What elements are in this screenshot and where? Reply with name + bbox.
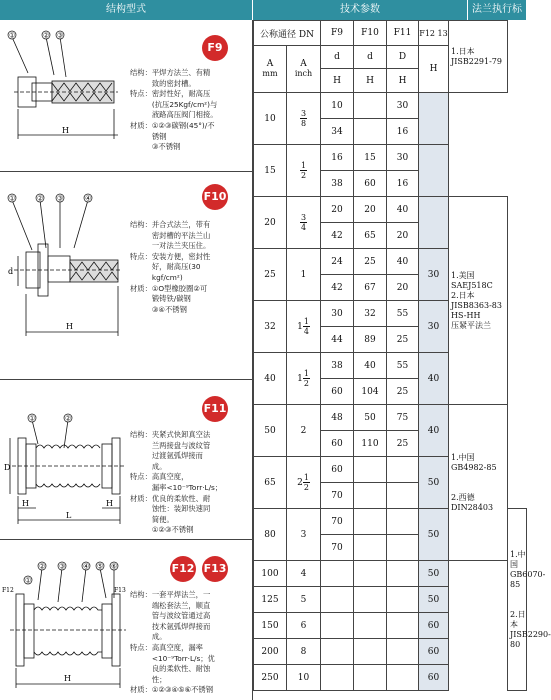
panel-f11 <box>0 380 253 540</box>
f9-dim-h: H <box>62 126 69 135</box>
table-row <box>254 587 527 613</box>
f12-h-cell <box>419 145 449 197</box>
f12-f13-drawing <box>2 542 132 697</box>
dn-mm-cell: 125 <box>254 587 287 613</box>
f10-callout-1: ① <box>9 194 16 203</box>
f9-empty-cell <box>321 639 354 665</box>
f11-D-cell: 40 <box>387 197 419 223</box>
f12-h-cell <box>419 93 449 145</box>
f11-D-cell <box>387 457 419 483</box>
f9-h-cell: 34 <box>321 119 354 145</box>
f10-h-cell: 60 <box>354 171 387 197</box>
f11-h-cell: 16 <box>387 171 419 197</box>
table-row <box>254 93 527 119</box>
fraction-numerator: 1 <box>303 317 309 326</box>
badge-f12: F12 <box>170 556 196 582</box>
inch-whole: 1 <box>297 322 303 332</box>
f11-empty-cell <box>387 665 419 691</box>
inch-whole: 1 <box>297 374 303 384</box>
dn-mm-cell: 15 <box>254 145 287 197</box>
dn-inch-cell <box>287 353 321 405</box>
dn-inch-cell <box>287 249 321 301</box>
standard-2: 1.美国 SAEJ518C 2.日本 JISB8363-83 HS-HH 压紧平法兰 <box>449 197 508 405</box>
f11-dim-h2: H <box>106 499 113 508</box>
f10-empty-cell <box>354 561 387 587</box>
f11-D-header: D <box>387 46 419 69</box>
dn-inch-cell <box>287 197 321 249</box>
f11-empty-cell <box>387 613 419 639</box>
desc-f11: 结构：夹紧式快卸真空法 兰两接盘与波纹管 过渡氩弧焊接而 成。 特点：高真空度， 漏率<10⁻⁹Torr·L/s； 材质：优良的柔软性、耐 蚀性：装卸快速同 简便。 ①②③不锈钢 <box>130 430 223 535</box>
f12-h-cell: 60 <box>419 639 449 665</box>
f10-d-cell: 25 <box>354 249 387 275</box>
f9-empty-cell <box>321 587 354 613</box>
fraction-denominator: 8 <box>300 119 307 128</box>
f12-callout-6: ⑥ <box>111 562 118 571</box>
f9-d-cell: 30 <box>321 301 354 327</box>
f10-d-header: d <box>354 46 387 69</box>
f11-h-cell: 25 <box>387 327 419 353</box>
table-row <box>254 405 527 431</box>
dn-inch-cell <box>287 509 321 561</box>
standard-4: 1.中国 GB6070-85 2.日本 JISB2290-80 <box>508 509 527 691</box>
f9-header: F9 <box>321 21 354 46</box>
inch-whole: 2 <box>300 425 307 436</box>
f9-h-cell: 44 <box>321 327 354 353</box>
f9-d-cell: 20 <box>321 197 354 223</box>
a-inch-label: A <box>300 59 307 69</box>
dn-inch-cell: 5 <box>287 587 321 613</box>
f10-h-header: H <box>354 69 387 93</box>
table-row <box>254 639 527 665</box>
f10-d-cell <box>354 93 387 119</box>
f10-d-cell: 40 <box>354 353 387 379</box>
dn-inch-cell: 6 <box>287 613 321 639</box>
f11-dim-l: L <box>66 511 72 520</box>
dn-mm-cell: 250 <box>254 665 287 691</box>
f10-d-cell: 50 <box>354 405 387 431</box>
dn-mm-cell: 100 <box>254 561 287 587</box>
header-standard: 法兰执行标 <box>468 0 527 20</box>
f12-callout-1: ① <box>25 576 32 585</box>
table-row <box>254 145 527 171</box>
f11-h-header: H <box>387 69 419 93</box>
f10-dim-d: d <box>8 267 14 276</box>
f10-callout-2: ② <box>37 194 44 203</box>
f9-empty-cell <box>321 665 354 691</box>
f9-d-cell: 16 <box>321 145 354 171</box>
f10-empty-cell <box>354 587 387 613</box>
dn-mm-cell: 80 <box>254 509 287 561</box>
f11-dim-d: D <box>4 463 11 472</box>
f11-drawing <box>2 384 130 534</box>
f12-h-cell: 40 <box>419 353 449 405</box>
dn-inch-cell: 4 <box>287 561 321 587</box>
f12-callout-3: ③ <box>59 562 66 571</box>
f10-h-cell: 67 <box>354 275 387 301</box>
f11-h-cell <box>387 483 419 509</box>
dn-inch-cell: 10 <box>287 665 321 691</box>
inch-unit: inch <box>294 69 313 78</box>
f11-callout-1: ① <box>29 414 36 423</box>
f9-h-cell: 60 <box>321 431 354 457</box>
f9-callout-2: ② <box>43 31 50 40</box>
f12-dim-h: H <box>64 674 71 683</box>
inch-fraction <box>303 317 310 336</box>
desc-f9: 结构：平焊方法兰、有精 致的密封槽。 特点：密封性好，耐高压 (抗压25Kgf/cm²)与 液路高压阀门相接。 材质：①②③碳钢(45°)/不 锈钢 ③不锈钢 <box>130 68 218 152</box>
inch-fraction <box>300 213 307 232</box>
inch-whole: 1 <box>300 269 307 280</box>
header-params: 技术参数 <box>253 0 468 20</box>
f12-h-cell: 50 <box>419 587 449 613</box>
fraction-denominator: 4 <box>303 327 309 336</box>
dn-inch-cell <box>287 93 321 145</box>
f9-d-cell: 24 <box>321 249 354 275</box>
f9-callout-3: ③ <box>57 31 64 40</box>
dn-inch-cell: 8 <box>287 639 321 665</box>
badge-f11: F11 <box>202 396 228 422</box>
header-structure: 结构型式 <box>0 0 253 20</box>
badge-f13: F13 <box>202 556 228 582</box>
tech-params-table <box>253 20 551 691</box>
fraction-denominator: 2 <box>300 171 307 180</box>
panel-f9 <box>0 20 253 172</box>
a-inch-header <box>287 46 321 93</box>
f10-header: F10 <box>354 21 387 46</box>
f9-h-cell: 60 <box>321 379 354 405</box>
f12-h-cell: 30 <box>419 301 449 353</box>
f10-callout-3: ③ <box>57 194 64 203</box>
f9-callout-1: ① <box>9 31 16 40</box>
f12-h-cell: 30 <box>419 249 449 301</box>
f9-empty-cell <box>321 613 354 639</box>
f10-d-cell <box>354 509 387 535</box>
inch-whole: 3 <box>300 529 307 540</box>
f9-h-cell: 38 <box>321 171 354 197</box>
inch-fraction <box>300 161 307 180</box>
f9-h-cell: 70 <box>321 483 354 509</box>
inch-whole: 2 <box>297 478 303 488</box>
f10-empty-cell <box>354 639 387 665</box>
fraction-numerator: 3 <box>300 213 307 222</box>
f9-h-cell: 42 <box>321 223 354 249</box>
f11-callout-2: ② <box>65 414 72 423</box>
f12-h-cell <box>419 197 449 249</box>
f11-h-cell: 20 <box>387 223 419 249</box>
panel-f10 <box>0 172 253 380</box>
dn-mm-cell: 25 <box>254 249 287 301</box>
f11-D-cell: 55 <box>387 301 419 327</box>
f10-d-cell <box>354 457 387 483</box>
f10-h-cell <box>354 483 387 509</box>
dn-mm-cell: 20 <box>254 197 287 249</box>
a-mm-label: A <box>266 59 274 69</box>
f9-drawing <box>2 25 122 165</box>
desc-f10: 结构：并合式法兰，带有 密封槽的平法兰山 一对法兰夹压住。 特点：安装方便，密封性 好，耐高压(30 kgf/cm²) 材质：①O型橡胶圈②可 锻铸铁/碳钢 ③④不锈钢 <box>130 220 211 314</box>
f9-h-header: H <box>321 69 354 93</box>
f12-callout-4: ④ <box>83 562 90 571</box>
inch-fraction <box>300 109 307 128</box>
f11-h-cell: 25 <box>387 379 419 405</box>
standard-3: 1.中国 GB4982-85 2.西德 DIN28403 <box>449 405 508 561</box>
inch-fraction <box>303 473 310 492</box>
f12-h-cell: 50 <box>419 457 449 509</box>
f12-callout-2: ② <box>39 562 46 571</box>
dn-mm-cell: 150 <box>254 613 287 639</box>
dn-mm-cell: 10 <box>254 93 287 145</box>
f9-d-cell: 60 <box>321 457 354 483</box>
f11-D-cell: 30 <box>387 145 419 171</box>
dn-header: 公称通径 DN <box>254 21 321 46</box>
f10-d-cell: 15 <box>354 145 387 171</box>
fraction-denominator: 4 <box>300 223 307 232</box>
desc-f12-f13: 结构：一套平焊法兰，一 端松套法兰，顺直 管与波纹管通过高 技术氩弧焊焊接而 成。 特点：高真空度，漏率 <10⁻⁹Torr·L/s；优 良的柔软性、耐蚀 性； 材质：①②③④⑤⑥不锈钢 <box>130 590 215 695</box>
f10-d-cell: 20 <box>354 197 387 223</box>
mm-unit: mm <box>262 69 278 78</box>
f10-h-cell: 89 <box>354 327 387 353</box>
f10-dim-h: H <box>66 322 73 331</box>
fraction-numerator: 1 <box>303 369 309 378</box>
f12-h-cell: 50 <box>419 561 449 587</box>
f9-h-cell: 70 <box>321 535 354 561</box>
f10-h-cell <box>354 535 387 561</box>
f11-h-cell: 16 <box>387 119 419 145</box>
f11-D-cell: 30 <box>387 93 419 119</box>
f11-h-cell: 20 <box>387 275 419 301</box>
f11-D-cell: 55 <box>387 353 419 379</box>
badge-f9: F9 <box>202 35 228 61</box>
dn-inch-cell <box>287 457 321 509</box>
dn-mm-cell: 200 <box>254 639 287 665</box>
f12-h-cell: 40 <box>419 405 449 457</box>
table-row <box>254 665 527 691</box>
f10-empty-cell <box>354 613 387 639</box>
f11-h-cell: 25 <box>387 431 419 457</box>
f11-D-cell: 40 <box>387 249 419 275</box>
f10-h-cell: 110 <box>354 431 387 457</box>
f12-13-header: F12 13 <box>419 21 449 46</box>
f9-d-cell: 10 <box>321 93 354 119</box>
f12-h-cell: 60 <box>419 613 449 639</box>
f11-D-cell: 75 <box>387 405 419 431</box>
f12-h-cell: 50 <box>419 509 449 561</box>
f9-h-cell: 42 <box>321 275 354 301</box>
f11-header: F11 <box>387 21 419 46</box>
dn-mm-cell: 40 <box>254 353 287 405</box>
fraction-denominator: 2 <box>303 483 309 492</box>
badge-f10: F10 <box>202 184 228 210</box>
f9-d-header: d <box>321 46 354 69</box>
f9-d-cell: 48 <box>321 405 354 431</box>
f11-empty-cell <box>387 561 419 587</box>
fraction-numerator: 1 <box>300 161 307 170</box>
dn-mm-cell: 32 <box>254 301 287 353</box>
f11-D-cell <box>387 509 419 535</box>
table-row <box>254 561 527 587</box>
f11-h-cell <box>387 535 419 561</box>
f10-h-cell: 65 <box>354 223 387 249</box>
f10-d-cell: 32 <box>354 301 387 327</box>
f13-dim-label: F13 <box>114 587 126 594</box>
f9-d-cell: 70 <box>321 509 354 535</box>
table-row <box>254 613 527 639</box>
f12-h-cell: 60 <box>419 665 449 691</box>
dn-mm-cell: 50 <box>254 405 287 457</box>
panel-f12-f13 <box>0 540 253 700</box>
f10-drawing <box>2 182 122 372</box>
f11-empty-cell <box>387 639 419 665</box>
f10-callout-4: ④ <box>85 194 92 203</box>
f9-d-cell: 38 <box>321 353 354 379</box>
dn-inch-cell <box>287 405 321 457</box>
f12-h-header: H <box>419 46 449 93</box>
f9-empty-cell <box>321 561 354 587</box>
f11-dim-h1: H <box>22 499 29 508</box>
structure-column <box>0 20 253 700</box>
dn-inch-cell <box>287 145 321 197</box>
f10-empty-cell <box>354 665 387 691</box>
a-mm-header <box>254 46 287 93</box>
dn-inch-cell <box>287 301 321 353</box>
table-row <box>254 197 527 223</box>
standard-1: 1.日本 JISB2291-79 <box>449 21 508 93</box>
dn-mm-cell: 65 <box>254 457 287 509</box>
fraction-denominator: 2 <box>303 379 309 388</box>
f10-h-cell <box>354 119 387 145</box>
f12-dim-label: F12 <box>2 587 14 594</box>
f10-h-cell: 104 <box>354 379 387 405</box>
f11-empty-cell <box>387 587 419 613</box>
f12-callout-5: ⑤ <box>97 562 104 571</box>
inch-fraction <box>303 369 310 388</box>
fraction-numerator: 3 <box>300 109 307 118</box>
fraction-numerator: 1 <box>303 473 309 482</box>
